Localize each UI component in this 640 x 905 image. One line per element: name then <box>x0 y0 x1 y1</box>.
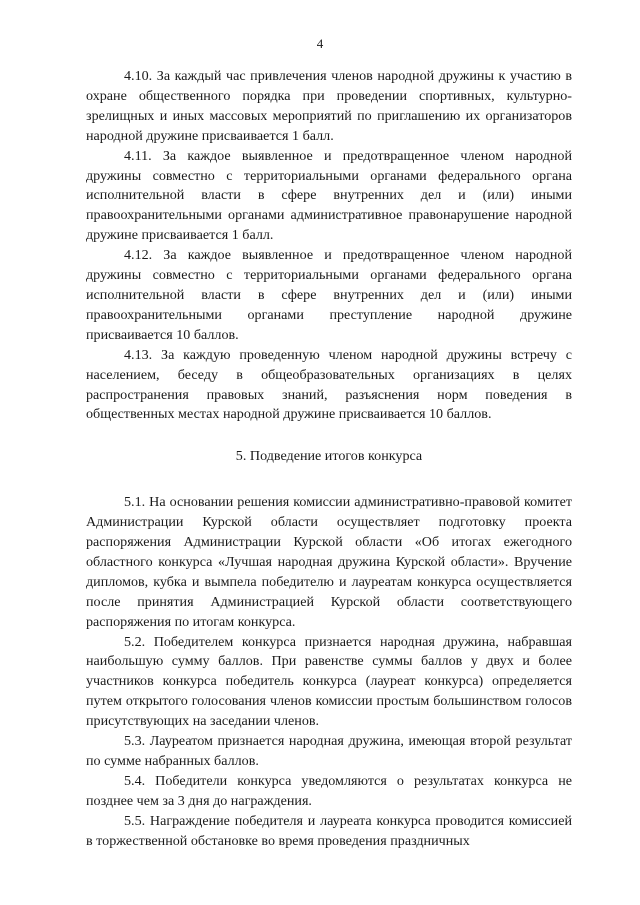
paragraph-5-1: 5.1. На основании решения комиссии административно-правовой комитет Администрации Курской области осуществляет подготовку проекта распоряжения Администрации Курской области «Об итогах ежегодного областного конкурса «Лучшая народная дружина Курской области». Вручение дипломов, кубка и вымпела победителю и лауреатам конкурса осуществляется после принятия Администрацией Курской области соответствующего распоряжения по итогам конкурса. <box>86 494 572 630</box>
paragraph-5-2: 5.2. Победителем конкурса признается народная дружина, набравшая наибольшую сумму баллов. При равенстве суммы баллов у двух и более участников конкурса победитель конкурса (лауреат конкурса) определяется путем открытого голосования членов комиссии простым большинством голосов присутствующих на заседании членов. <box>86 633 572 730</box>
paragraph-4-13: 4.13. За каждую проведенную членом народной дружины встречу с населением, беседу в общеобразовательных организациях в целях распространения правовых знаний, разъяснения норм поведения в общественных местах народной дружине присваивается 10 баллов. <box>86 346 572 423</box>
paragraph-5-5: 5.5. Награждение победителя и лауреата конкурса проводится комиссией в торжественной обстановке во время проведения праздничных <box>86 812 572 849</box>
paragraph-4-10: 4.10. За каждый час привлечения членов народной дружины к участию в охране общественного порядка при проведении спортивных, культурно-зрелищных и иных массовых мероприятий по приглашению их организаторов народной дружине присваивается 1 балл. <box>86 68 572 144</box>
paragraph-4-12: 4.12. За каждое выявленное и предотвращенное членом народной дружины совместно с территориальными органами федерального органа исполнительной власти в сфере внутренних дел и (или) иными правоохранительными органами преступление народной дружине присваивается 10 баллов. <box>86 247 572 343</box>
paragraph-5-4: 5.4. Победители конкурса уведомляются о результатах конкурса не позднее чем за 3 дня до награждения. <box>86 772 572 809</box>
paragraph-4-11: 4.11. За каждое выявленное и предотвращенное членом народной дружины совместно с территориальными органами федерального органа исполнительной власти в сфере внутренних дел и (или) иными правоохранительными органами административное правонарушение народной дружине присваивается 1 балл. <box>86 147 572 244</box>
document-body <box>86 67 572 852</box>
paragraph-5-3: 5.3. Лауреатом признается народная дружина, имеющая второй результат по сумме набранных баллов. <box>86 733 572 769</box>
section-5-heading: 5. Подведение итогов конкурса <box>235 448 423 465</box>
page-number: 4 <box>316 36 324 51</box>
